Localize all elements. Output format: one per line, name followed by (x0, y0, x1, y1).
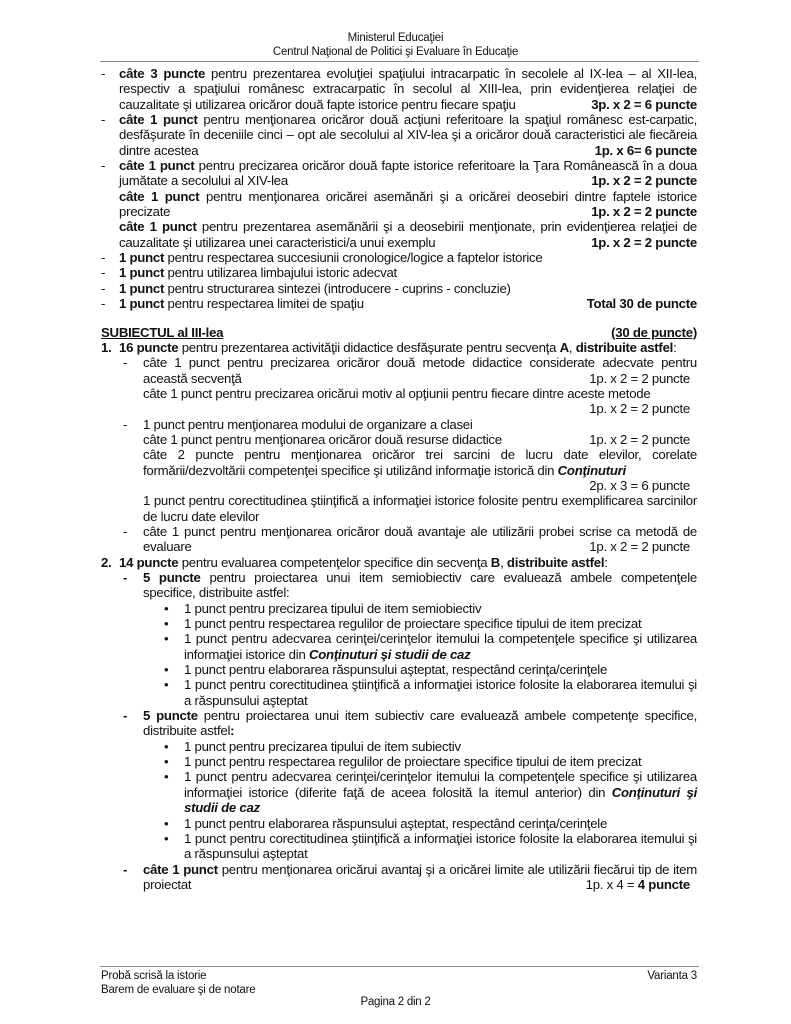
item-text: 1 punct pentru corectitudinea ştiinţifică a informaţiei istorice folosite la elaborarea itemului şi a răspunsului aşteptat (184, 677, 697, 708)
item-text: 1 punct pentru menţionarea modului de organizare a clasei (143, 416, 473, 432)
bullet-icon: • (164, 754, 169, 770)
bullet-icon: • (164, 677, 169, 693)
item-text: 1 punct pentru adecvarea cerinţei/cerinţelor itemului la competenţele specifice şi utilizarea informaţiei istorice din (184, 631, 697, 662)
points-formula: 1p. x 2 = 2 puncte (591, 234, 697, 250)
footer-divider (100, 966, 699, 967)
points-formula: 1p. x 2 = 2 puncte (589, 431, 690, 447)
item-text: 1 punct pentru elaborarea răspunsului aşteptat, respectând cerinţa/cerinţele (184, 815, 608, 831)
bullet-item (101, 831, 697, 862)
points-formula: 1p. x 2 = 2 puncte (589, 401, 690, 417)
scoring-item (101, 708, 697, 739)
item-text: pentru prezentarea activităţii didactice desfăşurate pentru secvenţa (178, 339, 560, 355)
points-formula: 1p. x 2 = 2 puncte (591, 204, 697, 220)
item-text: pentru prezentarea evoluţiei spaţiului intracarpatic în secolele al IX-lea – al XII-lea, respectiv a spaţiului românesc extracarpatic în secolul al XIII-lea, prin evidenţierea relaţiei de cauzalitate şi utilizarea oricăror două fapte istorice pentru fiecare spaţiu (119, 66, 697, 112)
emphasis-text: 1 punct (119, 250, 165, 266)
bullet-item (101, 816, 697, 831)
item-text: pentru proiectarea unui item subiectiv care evaluează ambele competenţe specifice, distribuite astfel (143, 708, 697, 739)
bullet-item (101, 601, 697, 616)
footer-scheme-name: Barem de evaluare şi de notare (101, 984, 256, 996)
dash-marker: - (123, 523, 128, 539)
emphasis-text: 5 puncte (143, 708, 198, 724)
bullet-icon: • (164, 600, 169, 616)
bullet-item (101, 754, 697, 769)
scoring-item (101, 524, 697, 555)
scoring-item (101, 250, 697, 265)
bullet-item (101, 662, 697, 677)
item-text: 1 punct pentru corectitudinea ştiinţifică a informaţiei istorice folosite la elaborarea itemului şi a răspunsului aşteptat (184, 830, 697, 862)
points-formula: 3p. x 2 = 6 puncte (591, 96, 697, 112)
item-text: câte 2 puncte pentru menţionarea oricăror trei sarcini de lucru date elevilor, corelate formării/dezvoltării competenţei specifice şi utilizând informaţie istorică din (143, 447, 697, 478)
emphasis-text: 16 puncte (119, 339, 179, 355)
points-value (119, 204, 697, 219)
item-text: 1 punct pentru respectarea regulilor de proiectare specifice tipului de item precizat (184, 754, 642, 770)
item-number: 1. (101, 339, 112, 355)
bullet-icon: • (164, 815, 169, 831)
emphasis-text: câte 1 punct (119, 112, 198, 128)
header-center: Centrul Naţional de Politici şi Evaluare în Educaţie (272, 46, 519, 58)
item-text: : (673, 339, 677, 355)
item-text: 1 punct pentru elaborarea răspunsului aşteptat, respectând cerinţa/cerinţele (184, 662, 608, 678)
item-text: 1 punct pentru adecvarea cerinţei/cerinţelor itemului la competenţele specifice şi utilizarea informaţiei istorice (diferite faţă de aceea folosită la itemul anterior) din (184, 769, 697, 800)
emphasis-text: câte 3 puncte (119, 66, 206, 81)
emphasis-text: B (490, 554, 501, 570)
bullet-icon: • (164, 662, 169, 678)
item-text: câte 1 punct pentru menţionarea oricăror două avantaje ale utilizării probei scrise ca metodă de evaluare (143, 523, 697, 555)
points-formula: Total 30 de puncte (586, 296, 697, 312)
emphasis-text: A (559, 339, 569, 355)
points-formula: 1p. x 2 = 2 puncte (589, 370, 690, 386)
emphasis-text: 5 puncte (143, 570, 201, 585)
points-formula: 1p. x 6= 6 puncte (594, 142, 697, 158)
scoring-item (101, 265, 697, 280)
item-text: , (568, 339, 576, 355)
emphasis-text: 1 punct (119, 296, 165, 312)
emphasis-text: câte 1 punct (119, 219, 197, 235)
document-footer (101, 969, 697, 997)
bullet-icon: • (164, 769, 169, 785)
item-text: 1 punct pentru corectitudinea ştiinţifică a informaţiei istorice folosite pentru exemplificarea sarcinilor de lucru date elevilor (143, 493, 697, 524)
bullet-item (101, 677, 697, 708)
dash-marker: - (123, 355, 128, 371)
scoring-item (101, 158, 697, 189)
scoring-item (101, 417, 697, 432)
scoring-item (101, 355, 697, 386)
scoring-item (101, 112, 697, 158)
scoring-item (101, 555, 697, 570)
dash-marker: - (101, 158, 106, 174)
dash-marker: - (123, 416, 128, 432)
item-text: câte 1 punct pentru precizarea oricăror două metode didactice considerate adecvate pentru această secvenţă (143, 355, 697, 386)
scoring-item (101, 570, 697, 601)
section-points: (30 de puncte) (611, 324, 697, 340)
emphasis-text: Conţinuturi şi studii de caz (184, 784, 697, 816)
scoring-item (101, 432, 697, 447)
emphasis-text: 14 puncte (119, 554, 179, 570)
document-header (0, 31, 791, 59)
points-formula: 1p. x 2 = 2 puncte (591, 173, 697, 189)
dash-marker: - (123, 708, 128, 724)
dash-marker: - (101, 250, 106, 266)
points-formula: 1p. x 2 = 2 puncte (589, 539, 690, 555)
item-text: pentru utilizarea limbajului istoric adecvat (164, 265, 397, 281)
item-number: 2. (101, 554, 112, 570)
scoring-item (101, 296, 697, 311)
item-text: , (500, 554, 507, 570)
emphasis-text: distribuite astfel (506, 554, 605, 570)
scoring-item (101, 862, 697, 893)
item-text: pentru respectarea limitei de spaţiu (164, 296, 364, 312)
bullet-icon: • (164, 830, 169, 846)
points-value (143, 539, 697, 554)
dash-marker: - (123, 861, 128, 877)
item-text: 1 punct pentru respectarea regulilor de proiectare specifice tipului de item precizat (184, 616, 642, 632)
footer-exam-name: Probă scrisă la istorie (101, 970, 207, 982)
emphasis-text: câte 1 punct (143, 861, 218, 877)
points-formula: 2p. x 3 = 6 puncte (589, 477, 690, 493)
page-number: Pagina 2 din 2 (360, 996, 431, 1008)
points-value (119, 143, 697, 158)
item-text: pentru proiectarea unui item semiobiectiv care evaluează ambele competenţele specifice, distribuite astfel: (143, 570, 697, 601)
footer-variant: Varianta 3 (647, 970, 697, 982)
item-text: pentru menţionarea oricărei asemănări şi a oricărei deosebiri dintre faptele istorice precizate (119, 188, 697, 220)
points-value (143, 478, 697, 493)
item-text: pentru precizarea oricăror două fapte istorice referitoare la Ţara Românească în a doua jumătate a secolului al XIV-lea (119, 158, 697, 189)
scoring-item (101, 189, 697, 220)
scoring-item (101, 386, 697, 417)
dash-marker: - (101, 112, 106, 128)
scoring-item (101, 281, 697, 296)
scoring-item (101, 340, 697, 355)
emphasis-text: : (230, 723, 235, 739)
item-text: pentru prezentarea asemănării şi a deosebirii menţionate, prin evidenţierea relaţiei de cauzalitate şi utilizarea unei caracteristici/a unui exemplu (119, 219, 697, 250)
item-text: : (604, 554, 608, 570)
scoring-item (101, 66, 697, 112)
bullet-item (101, 631, 697, 662)
scoring-item (101, 219, 697, 250)
bullet-icon: • (164, 631, 169, 647)
scoring-item (101, 493, 697, 524)
bullet-icon: • (164, 738, 169, 754)
item-text: pentru respectarea succesiunii cronologice/logice a faptelor istorice (164, 250, 543, 266)
points-value (143, 401, 697, 416)
item-text: 1 punct pentru precizarea tipului de item semiobiectiv (184, 600, 482, 616)
scoring-item (101, 447, 697, 493)
grading-scheme-content (101, 66, 697, 892)
bullet-item (101, 616, 697, 631)
item-text: câte 1 punct pentru menţionarea oricăror două resurse didactice (143, 431, 502, 447)
emphasis-text: Conţinuturi (557, 462, 626, 478)
bullet-item (101, 739, 697, 754)
bullet-item (101, 769, 697, 815)
dash-marker: - (101, 296, 106, 312)
emphasis-text: distribuite astfel (575, 339, 674, 355)
item-text: pentru menţionarea oricărui avantaj şi a oricărei limite ale utilizării fiecărui tip de item proiectat (143, 861, 698, 892)
item-text: pentru evaluarea competenţelor specifice din secvenţa (178, 554, 491, 570)
dash-marker: - (123, 570, 128, 585)
header-divider (100, 61, 699, 62)
dash-marker: - (101, 66, 106, 81)
item-text: pentru menţionarea oricăror două acţiuni referitoare la spaţiul românesc est-carpatic, desfăşurate în deceniile cinci – opt ale secolului al XIV-lea şi a oricăror două caracteristici ale fiecăreia dintre acestea (119, 112, 698, 158)
dash-marker: - (101, 265, 106, 281)
emphasis-text: 1 punct (119, 280, 165, 296)
emphasis-text: Conţinuturi şi studii de caz (308, 646, 471, 662)
emphasis-text: 1 punct (119, 265, 165, 281)
item-text: câte 1 punct pentru precizarea oricărui motiv al opţiunii pentru fiecare dintre aceste metode (143, 385, 651, 401)
bullet-icon: • (164, 616, 169, 632)
section-title: SUBIECTUL al III-lea (101, 324, 224, 340)
item-text: pentru structurarea sintezei (introducere - cuprins - concluzie) (164, 280, 511, 296)
header-ministry: Ministerul Educaţiei (347, 32, 444, 44)
points-total: 4 puncte (637, 876, 690, 892)
points-value (143, 877, 697, 892)
emphasis-text: câte 1 punct (119, 188, 200, 204)
emphasis-text: câte 1 punct (119, 158, 195, 174)
item-text: 1 punct pentru precizarea tipului de item subiectiv (184, 738, 461, 754)
dash-marker: - (101, 280, 106, 296)
points-formula: 1p. x 4 = (585, 876, 638, 892)
section-heading (101, 325, 697, 340)
